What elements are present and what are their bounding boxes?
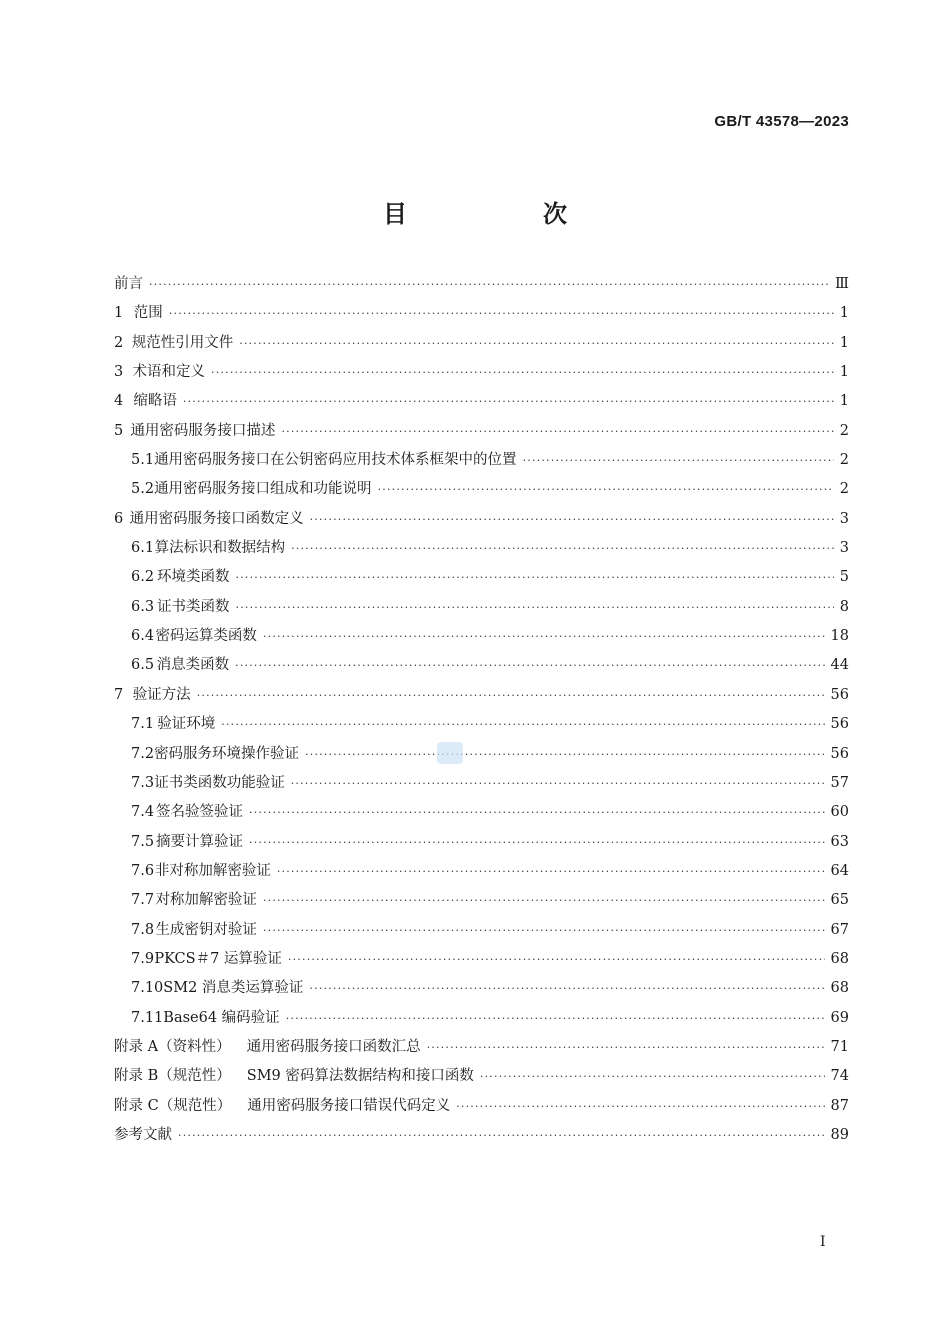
toc-entry-page: 2	[839, 422, 849, 439]
toc-entry-page: 56	[830, 686, 849, 703]
toc-entry-label: 规范性引用文件	[131, 334, 234, 351]
toc-entry-number: 7	[114, 686, 124, 703]
toc-entry-number: 7.9	[131, 950, 155, 967]
toc-entry[interactable]	[114, 534, 849, 563]
toc-entry[interactable]	[114, 329, 849, 358]
dot-leader	[291, 534, 834, 563]
dot-leader	[480, 1062, 825, 1091]
toc-entry-label: 通用密码服务接口在公钥密码应用技术体系框架中的位置	[154, 452, 517, 469]
toc-entry-label: 环境类函数	[157, 569, 230, 586]
toc-entry-number: 7.3	[131, 774, 155, 791]
toc-entry-number: 7.10	[131, 980, 164, 997]
toc-entry-label: 消息类函数	[156, 657, 230, 674]
dot-leader	[211, 358, 834, 387]
dot-leader	[277, 857, 825, 886]
toc-entry-number: 5	[114, 422, 124, 439]
toc-entry[interactable]	[114, 651, 849, 680]
dot-leader	[249, 828, 825, 857]
toc-entry-number: 5.1	[131, 452, 155, 469]
toc-entry-page: 69	[830, 1009, 849, 1026]
toc-entry[interactable]	[114, 886, 849, 915]
toc-entry[interactable]	[114, 505, 849, 534]
toc-entry-label: 证书类函数功能验证	[154, 774, 285, 791]
toc-entry-label: 密码运算类函数	[155, 628, 257, 645]
toc-entry-label: 参考文献	[114, 1126, 172, 1143]
dot-leader	[310, 505, 834, 534]
toc-entry[interactable]	[114, 1121, 849, 1150]
dot-leader	[183, 387, 834, 416]
toc-entry-label: 缩略语	[133, 393, 177, 410]
dot-leader	[309, 974, 824, 1003]
toc-entry-page: 68	[830, 980, 849, 997]
toc-entry-number: 3	[114, 364, 124, 381]
toc-entry-page: 18	[830, 628, 849, 645]
toc-entry-label: 摘要计算验证	[156, 833, 244, 850]
toc-entry-label: 生成密钥对验证	[155, 921, 257, 938]
toc-entry-number: 6.5	[131, 657, 155, 674]
dot-leader	[178, 1121, 825, 1150]
toc-entry-number: 7.8	[131, 921, 155, 938]
toc-entry[interactable]	[114, 710, 849, 739]
table-of-contents	[114, 270, 849, 1150]
toc-entry[interactable]	[114, 1004, 849, 1033]
dot-leader	[239, 329, 834, 358]
dot-leader	[236, 593, 834, 622]
toc-entry[interactable]	[114, 593, 849, 622]
dot-leader	[305, 740, 824, 769]
toc-entry[interactable]	[114, 270, 849, 299]
toc-entry-page: 67	[830, 921, 849, 938]
toc-entry[interactable]	[114, 681, 849, 710]
toc-entry-label: 通用密码服务接口错误代码定义	[247, 1097, 451, 1114]
dot-leader	[169, 299, 834, 328]
page-title: 目 次	[383, 200, 623, 228]
toc-entry-number: 7.4	[131, 804, 155, 821]
dot-leader	[286, 1004, 825, 1033]
footer-page-number: I	[820, 1234, 826, 1250]
dot-leader	[235, 651, 824, 680]
toc-entry-page: 89	[830, 1126, 849, 1143]
toc-entry[interactable]	[114, 828, 849, 857]
toc-entry[interactable]	[114, 974, 849, 1003]
toc-entry-page: 68	[830, 950, 849, 967]
toc-entry-page: 3	[839, 510, 849, 527]
toc-entry[interactable]	[114, 1092, 849, 1121]
toc-entry-label: 验证方法	[132, 686, 191, 703]
toc-entry[interactable]	[114, 475, 849, 504]
toc-entry-label: PKCS＃7 运算验证	[154, 950, 282, 967]
toc-entry-number: 7.6	[131, 862, 155, 879]
toc-entry-number: 7.7	[131, 892, 155, 909]
dot-leader	[197, 681, 825, 710]
toc-entry-number: 6.1	[131, 540, 155, 557]
standard-code: GB/T 43578—2023	[714, 113, 849, 130]
toc-entry-page: 2	[839, 452, 849, 469]
dot-leader	[249, 798, 825, 827]
toc-entry[interactable]	[114, 769, 849, 798]
watermark-logo	[437, 742, 463, 764]
toc-entry-label: SM2 消息类运算验证	[163, 980, 304, 997]
toc-entry-number: 4	[114, 393, 124, 410]
toc-entry-page: 71	[830, 1038, 849, 1055]
toc-entry-page: 2	[839, 481, 849, 498]
toc-entry-number: 7.1	[131, 716, 155, 733]
toc-entry-label: 签名验签验证	[156, 804, 244, 821]
toc-entry-label: 前言	[114, 276, 143, 292]
toc-entry-number: 附录 C（规范性）	[114, 1097, 232, 1114]
toc-entry-label: SM9 密码算法数据结构和接口函数	[246, 1068, 474, 1085]
dot-leader	[263, 916, 825, 945]
toc-entry-number: 附录 B（规范性）	[114, 1068, 231, 1085]
toc-entry[interactable]	[114, 358, 849, 387]
dot-leader	[263, 622, 825, 651]
toc-entry-number: 6.4	[131, 628, 155, 645]
toc-entry-page: 57	[830, 774, 849, 791]
toc-entry[interactable]	[114, 563, 849, 592]
toc-entry-label: 通用密码服务接口函数定义	[129, 510, 304, 527]
toc-entry-label: Base64 编码验证	[163, 1009, 280, 1026]
toc-entry[interactable]	[114, 446, 849, 475]
toc-entry[interactable]	[114, 1062, 849, 1091]
toc-entry-number: 5.2	[131, 481, 155, 498]
dot-leader	[263, 886, 825, 915]
toc-entry-label: 对称加解密验证	[155, 892, 257, 909]
toc-entry-number: 7.2	[131, 745, 155, 762]
toc-entry[interactable]	[114, 622, 849, 651]
toc-entry[interactable]	[114, 945, 849, 974]
toc-entry-label: 通用密码服务接口描述	[130, 422, 276, 439]
toc-entry[interactable]	[114, 798, 849, 827]
toc-entry-number: 7.5	[131, 833, 155, 850]
toc-entry-page: 3	[839, 540, 849, 557]
toc-entry-page: 56	[830, 716, 849, 733]
toc-entry[interactable]	[114, 299, 849, 328]
toc-entry-page: 1	[839, 305, 849, 322]
toc-entry-label: 验证环境	[157, 716, 216, 733]
toc-entry-page: 8	[839, 598, 849, 615]
toc-entry[interactable]	[114, 857, 849, 886]
toc-entry-page: 1	[839, 393, 849, 410]
toc-entry-page: 63	[830, 833, 849, 850]
toc-entry-label: 算法标识和数据结构	[154, 540, 286, 557]
toc-entry-page: 74	[830, 1068, 849, 1085]
toc-entry-label: 证书类函数	[157, 598, 230, 615]
toc-entry-number: 7.11	[131, 1009, 164, 1026]
toc-entry-label: 密码服务环境操作验证	[154, 745, 300, 762]
dot-leader	[281, 417, 833, 446]
toc-entry-label: 术语和定义	[132, 364, 206, 381]
dot-leader	[288, 945, 825, 974]
toc-entry-number: 6.3	[131, 598, 155, 615]
dot-leader	[149, 270, 829, 299]
toc-entry-label: 通用密码服务接口组成和功能说明	[154, 481, 372, 498]
toc-entry-page: Ⅲ	[835, 276, 849, 292]
toc-entry-label: 通用密码服务接口函数汇总	[246, 1038, 421, 1055]
toc-entry-number: 附录 A（资料性）	[114, 1038, 231, 1055]
toc-entry[interactable]	[114, 916, 849, 945]
dot-leader	[427, 1033, 825, 1062]
toc-entry-label: 非对称加解密验证	[154, 862, 271, 879]
toc-entry-label: 范围	[133, 305, 163, 322]
toc-entry-page: 1	[839, 364, 849, 381]
toc-entry[interactable]	[114, 417, 849, 446]
toc-entry-page: 56	[830, 745, 849, 762]
toc-entry[interactable]	[114, 740, 849, 769]
toc-entry-page: 65	[830, 892, 849, 909]
toc-entry-page: 44	[830, 657, 849, 674]
dot-leader	[221, 710, 824, 739]
toc-entry-number: 2	[114, 334, 124, 351]
dot-leader	[291, 769, 825, 798]
toc-entry-page: 1	[839, 334, 849, 351]
dot-leader	[378, 475, 834, 504]
dot-leader	[523, 446, 834, 475]
toc-entry-number: 6.2	[131, 569, 155, 586]
dot-leader	[236, 563, 834, 592]
toc-entry-page: 5	[839, 569, 849, 586]
toc-entry-number: 1	[114, 305, 124, 322]
toc-entry[interactable]	[114, 387, 849, 416]
toc-entry-page: 87	[830, 1097, 849, 1114]
toc-entry-page: 60	[830, 804, 849, 821]
toc-entry-number: 6	[114, 510, 124, 527]
toc-entry[interactable]	[114, 1033, 849, 1062]
dot-leader	[456, 1092, 824, 1121]
toc-entry-page: 64	[830, 862, 849, 879]
